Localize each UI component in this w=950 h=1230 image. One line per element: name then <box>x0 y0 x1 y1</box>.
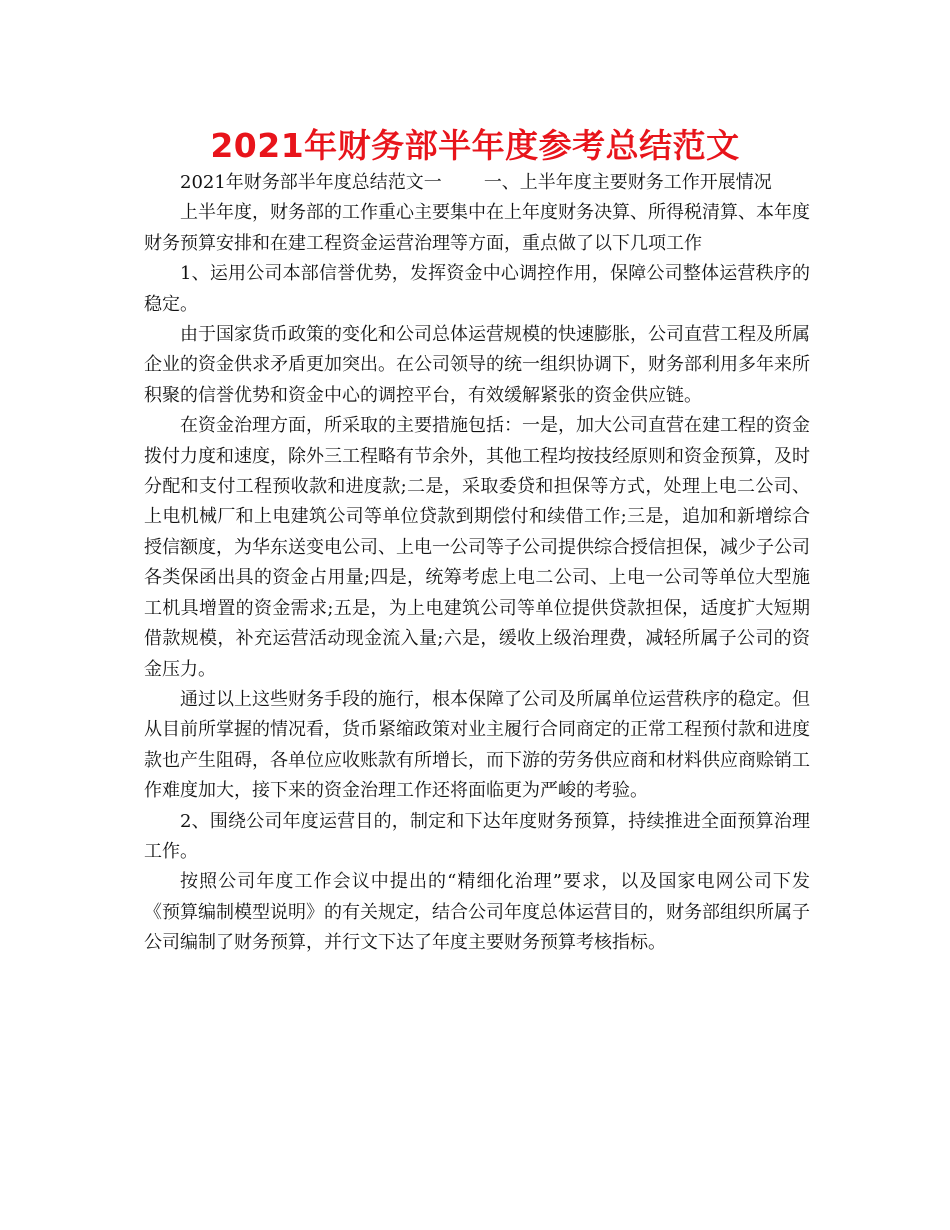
paragraph-4: 在资金治理方面，所采取的主要措施包括：一是，加大公司直营在建工程的资金拨付力度和速度，除外三工程略有节余外，其他工程均按技经原则和资金预算，及时分配和支付工程预收款和进度款;二是，采取委贷和担保等方式，处理上电二公司、上电机械厂和上电建筑公司等单位贷款到期偿付和续借工作;三是，追加和新增综合授信额度，为华东送变电公司、上电一公司等子公司提供综合授信担保，减少子公司各类保函出具的资金占用量;四是，统筹考虑上电二公司、上电一公司等单位大型施工机具增置的资金需求;五是，为上电建筑公司等单位提供贷款担保，适度扩大短期借款规模，补充运营活动现金流入量;六是，缓收上级治理费，减轻所属子公司的资金压力。 <box>144 415 810 680</box>
paragraph-7: 按照公司年度工作会议中提出的“精细化治理”要求，以及国家电网公司下发《预算编制模型说明》的有关规定，结合公司年度总体运营目的，财务部组织所属子公司编制了财务预算，并行文下达了年度主要财务预算考核指标。 <box>144 871 810 954</box>
paragraph-6: 2、围绕公司年度运营目的，制定和下达年度财务预算，持续推进全面预算治理工作。 <box>144 810 810 862</box>
paragraph-2: 1、运用公司本部信誉优势，发挥资金中心调控作用，保障公司整体运营秩序的稳定。 <box>144 263 810 315</box>
section-heading-1: 一、上半年度主要财务工作开展情况 <box>483 172 772 193</box>
document-body <box>144 168 810 959</box>
document-title: 2021年财务部半年度参考总结范文 <box>210 126 740 165</box>
paragraph-1: 上半年度，财务部的工作重心主要集中在上年度财务决算、所得税清算、本年度财务预算安排和在建工程资金运营治理等方面，重点做了以下几项工作 <box>144 202 810 254</box>
paragraph-5: 通过以上这些财务手段的施行，根本保障了公司及所属单位运营秩序的稳定。但从目前所掌握的情况看，货币紧缩政策对业主履行合同商定的正常工程预付款和进度款也产生阻碍，各单位应收账款有所增长，而下游的劳务供应商和材料供应商赊销工作难度加大，接下来的资金治理工作还将面临更为严峻的考验。 <box>144 688 810 802</box>
intro-subtitle: 2021年财务部半年度总结范文一 <box>180 172 442 193</box>
intro-line <box>144 168 810 198</box>
paragraph-3: 由于国家货币政策的变化和公司总体运营规模的快速膨胀，公司直营工程及所属企业的资金供求矛盾更加突出。在公司领导的统一组织协调下，财务部利用多年来所积聚的信誉优势和资金中心的调控平台，有效缓解紧张的资金供应链。 <box>144 324 810 406</box>
